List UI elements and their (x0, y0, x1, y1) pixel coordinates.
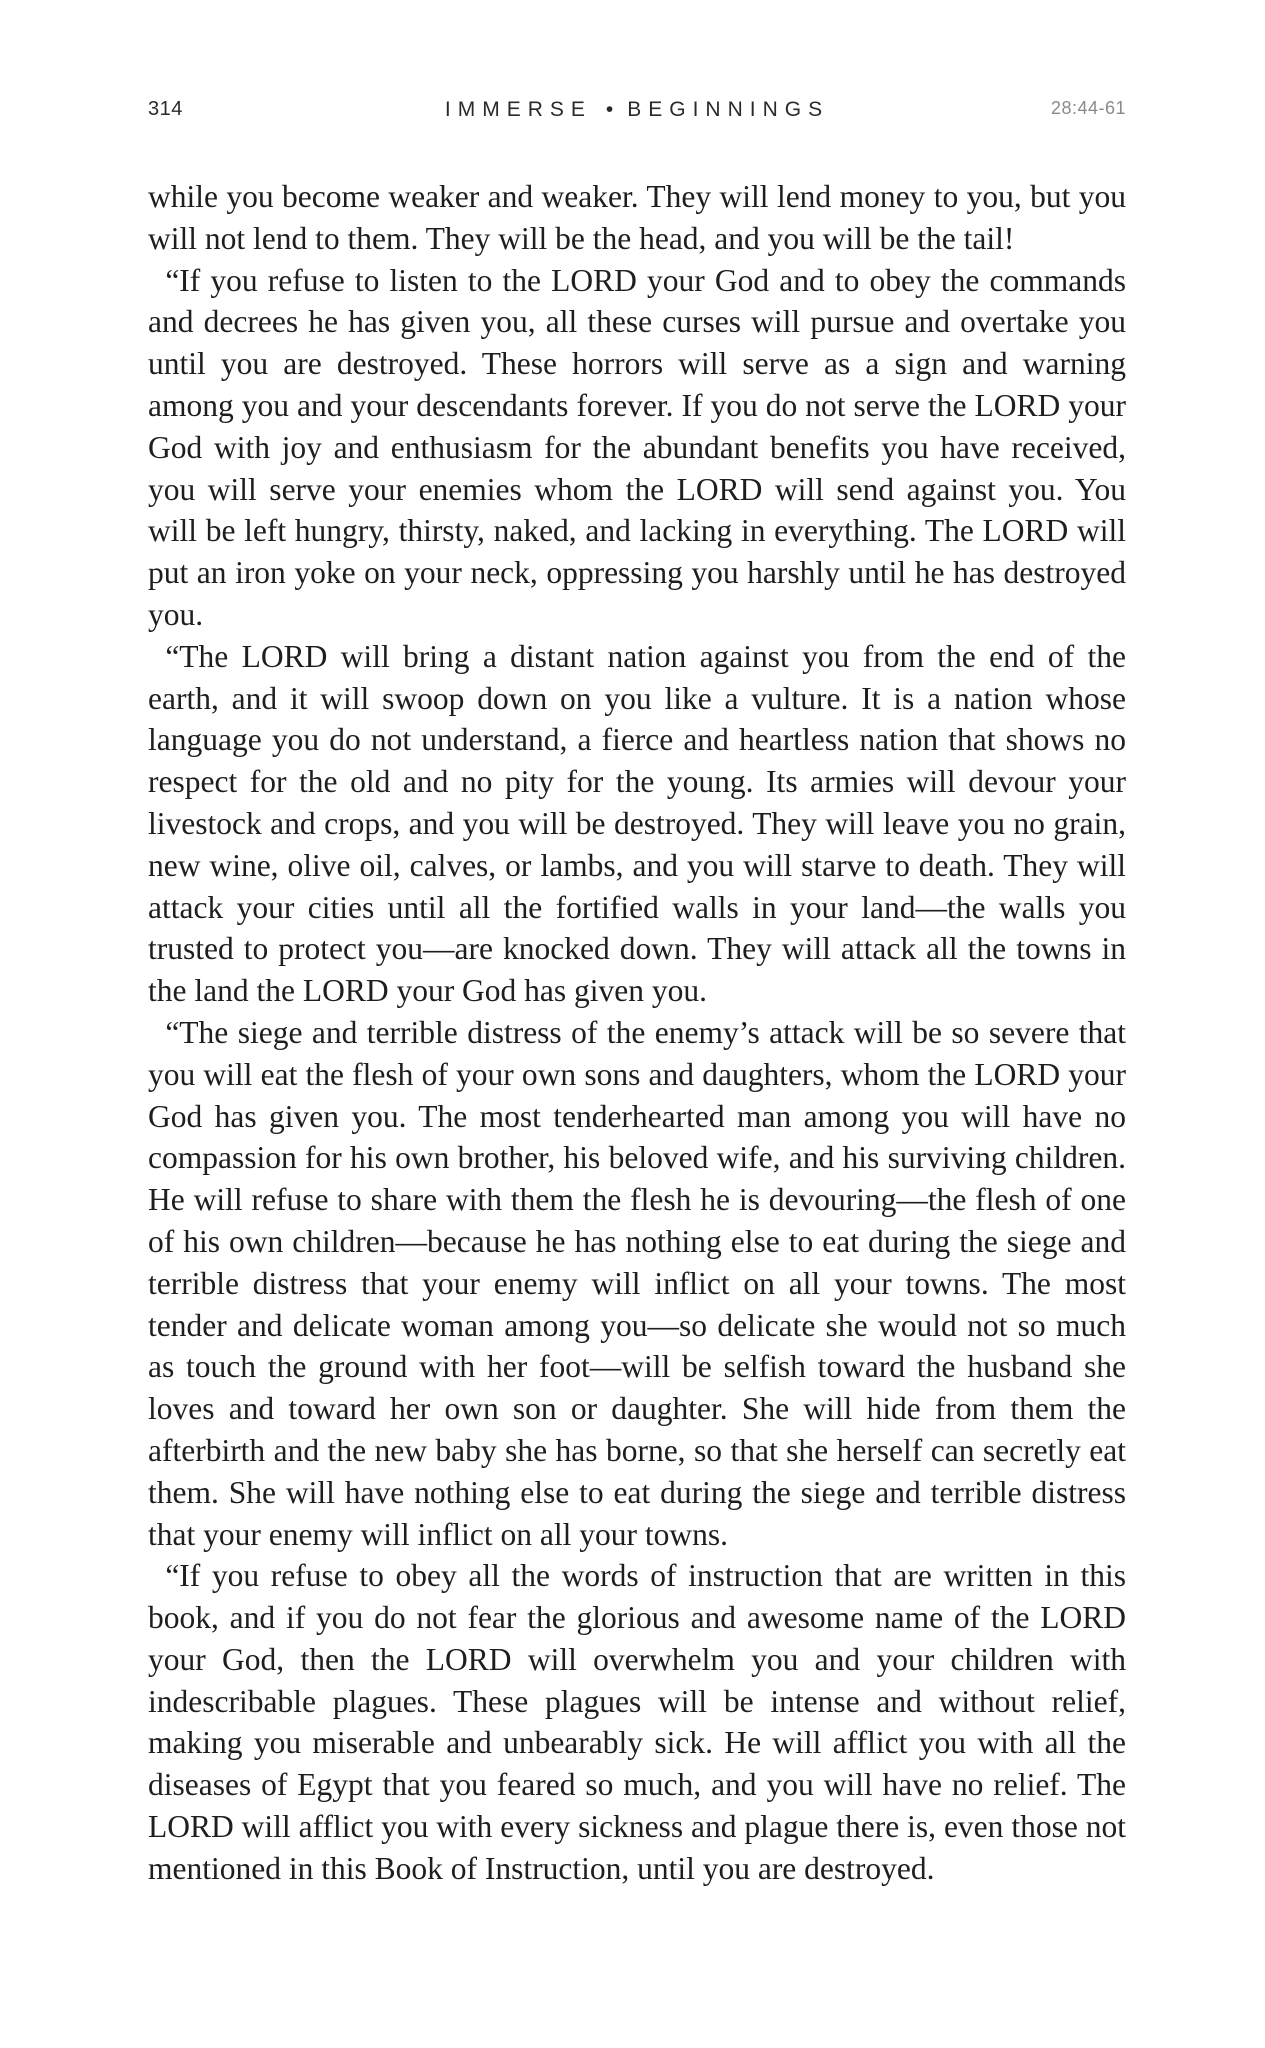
title-separator: • (605, 98, 614, 121)
book-title-right: BEGINNINGS (627, 98, 830, 121)
paragraph-plagues: “If you refuse to obey all the words of instruction that are written in this book, and if you do not fear the glorious and awesome name of the LORD your God, then the LORD will overwhelm you and your children with indescribable plagues. These plagues will be intense and without relief, making you miserable and unbearably sick. He will afflict you with all the diseases of Egypt that you feared so much, and you will have no relief. The LORD will afflict you with every sickness and plague there is, even those not mentioned in this Book of Instruction, until you are destroyed. (148, 1558, 1126, 1886)
chapter-reference: 28:44-61 (1050, 98, 1126, 118)
paragraph-refuse-to-listen: “If you refuse to listen to the LORD your God and to obey the commands and decrees he has given you, all these curses will pursue and overtake you until you are destroyed. These horrors will serve as a sign and warning among you and your descendants forever. If you do not serve the LORD your God with joy and enthusiasm for the abundant benefits you have received, you will serve your enemies whom the LORD will send against you. You will be left hungry, thirsty, naked, and lacking in everything. The LORD will put an iron yoke on your neck, oppressing you harshly until he has destroyed you. (148, 262, 1126, 632)
paragraph-continuation: while you become weaker and weaker. They will lend money to you, but you will not lend to them. They will be the head, and you will be the tail! (148, 179, 1126, 256)
paragraph-distant-nation: “The LORD will bring a distant nation against you from the end of the earth, and it will swoop down on you like a vulture. It is a nation whose language you do not understand, a fierce and heartless nation that shows no respect for the old and no pity for the young. Its armies will devour your livestock and crops, and you will be destroyed. They will leave you no grain, new wine, olive oil, calves, or lambs, and you will starve to death. They will attack your cities until all the fortified walls in your land—the walls you trusted to protect you—are knocked down. They will attack all the towns in the land the LORD your God has given you. (148, 638, 1126, 1009)
running-head (148, 98, 1126, 130)
book-title (148, 98, 1126, 122)
book-title-left: IMMERSE (444, 98, 592, 121)
paragraph-siege: “The siege and terrible distress of the enemy’s attack will be so severe that you will eat the flesh of your own sons and daughters, whom the LORD your God has given you. The most tenderhearted man among you will have no compassion for his own brother, his beloved wife, and his surviving children. He will refuse to share with them the flesh he is devouring—the flesh of one of his own children—because he has nothing else to eat during the siege and terrible distress that your enemy will inflict on all your towns. The most tender and delicate woman among you—so delicate she would not so much as touch the ground with her foot—will be selfish toward the husband she loves and toward her own son or daughter. She will hide from them the afterbirth and the new baby she has borne, so that she herself can secretly eat them. She will have nothing else to eat during the siege and terrible distress that your enemy will inflict on all your towns. (148, 1014, 1126, 1552)
body-text (148, 176, 1126, 1890)
page-number: 314 (148, 98, 183, 120)
